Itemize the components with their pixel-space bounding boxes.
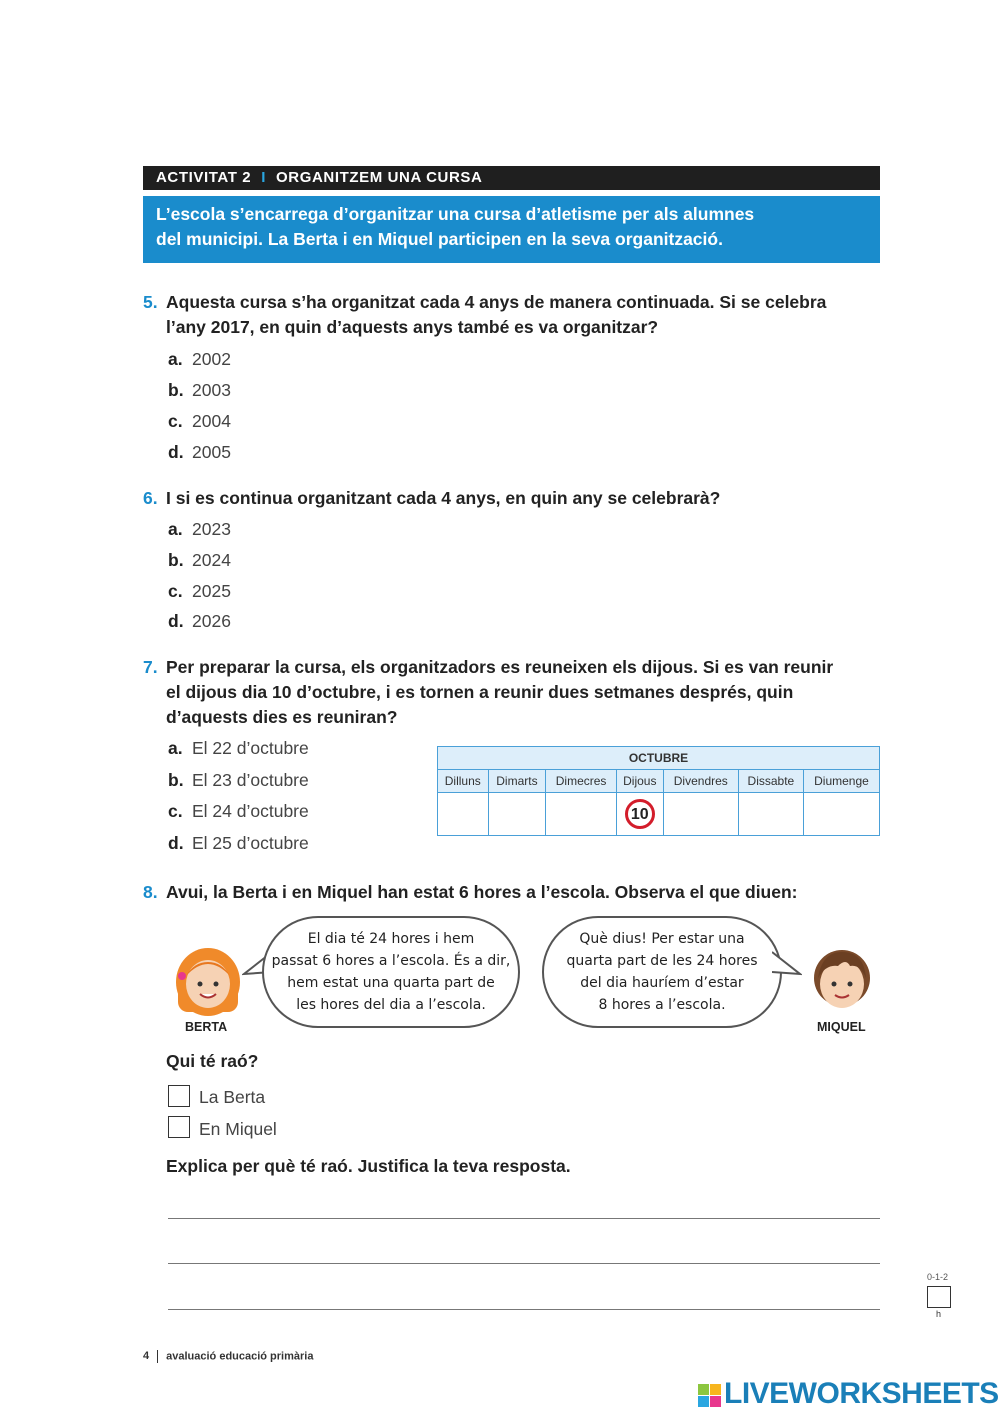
- miquel-bubble-tail: [772, 950, 802, 980]
- answer-line[interactable]: [168, 1263, 880, 1264]
- option-6a[interactable]: [168, 518, 231, 540]
- option-5b[interactable]: [168, 379, 231, 401]
- option-text: El 24 d’octubre: [192, 801, 309, 821]
- question-text: el dijous dia 10 d’octubre, i es tornen a reunir dues setmanes després, quin: [166, 682, 794, 702]
- option-text: 2005: [192, 442, 231, 462]
- option-text: 2003: [192, 380, 231, 400]
- activity-header: [143, 166, 880, 190]
- option-7a[interactable]: [168, 737, 309, 759]
- activity-intro: [143, 196, 880, 263]
- score-range: 0-1-2: [927, 1272, 949, 1282]
- choice-berta-label: La Berta: [199, 1087, 266, 1107]
- option-text: 2023: [192, 519, 231, 539]
- option-letter: c.: [168, 801, 183, 821]
- option-6b[interactable]: [168, 549, 231, 571]
- question-number: 8.: [143, 882, 158, 902]
- question-number: 6.: [143, 488, 158, 508]
- score-code: h: [936, 1309, 942, 1319]
- checkbox-miquel[interactable]: [168, 1116, 190, 1138]
- calendar-cell: [438, 793, 489, 836]
- october-calendar: [437, 746, 880, 836]
- option-7c[interactable]: [168, 800, 309, 822]
- option-7d[interactable]: [168, 832, 309, 854]
- option-text: 2026: [192, 611, 231, 631]
- calendar-cell: [488, 793, 546, 836]
- footer-divider: [157, 1350, 158, 1363]
- berta-speech-bubble: [262, 916, 520, 1028]
- question-text: d’aquests dies es reuniran?: [166, 707, 398, 727]
- speech-line: hem estat una quarta part de: [287, 975, 495, 991]
- option-letter: a.: [168, 738, 183, 758]
- option-letter: c.: [168, 581, 183, 601]
- intro-line: L’escola s’encarrega d’organitzar una cursa d’atletisme per als alumnes: [156, 204, 755, 224]
- miquel-avatar: [806, 944, 878, 1016]
- option-7b[interactable]: [168, 769, 309, 791]
- answer-line[interactable]: [168, 1218, 880, 1219]
- question-5: [143, 290, 883, 340]
- option-letter: b.: [168, 550, 184, 570]
- option-letter: b.: [168, 380, 184, 400]
- weekday-header: Diumenge: [803, 770, 879, 793]
- explain-prompt-text: Explica per què té raó. Justifica la teva resposta.: [166, 1156, 571, 1176]
- option-letter: c.: [168, 411, 183, 431]
- weekday-header: Dilluns: [438, 770, 489, 793]
- option-letter: d.: [168, 611, 184, 631]
- option-letter: b.: [168, 770, 184, 790]
- explain-prompt: [166, 1154, 866, 1179]
- miquel-name: MIQUEL: [817, 1020, 866, 1034]
- liveworksheets-logo-icon: [697, 1376, 723, 1412]
- question-text: Avui, la Berta i en Miquel han estat 6 hores a l’escola. Observa el que diuen:: [166, 882, 798, 902]
- question-8: [143, 880, 883, 905]
- option-text: El 22 d’octubre: [192, 738, 309, 758]
- speech-line: del dia hauríem d’estar: [580, 975, 744, 991]
- answer-line[interactable]: [168, 1309, 880, 1310]
- question-7: [143, 655, 883, 730]
- calendar-cell: [546, 793, 617, 836]
- berta-avatar: [172, 946, 244, 1018]
- option-letter: d.: [168, 833, 184, 853]
- calendar-cell: [803, 793, 879, 836]
- question-number: 5.: [143, 292, 158, 312]
- question-text: l’any 2017, en quin d’aquests anys també es va organitzar?: [166, 317, 659, 337]
- speech-line: 8 hores a l’escola.: [598, 997, 726, 1013]
- score-box[interactable]: [927, 1286, 951, 1308]
- page-footer: [143, 1350, 313, 1363]
- weekday-header: Dimecres: [546, 770, 617, 793]
- berta-name: BERTA: [185, 1020, 228, 1034]
- speech-line: quarta part de les 24 hores: [566, 953, 758, 969]
- calendar-cell: [738, 793, 803, 836]
- weekday-header: Divendres: [663, 770, 738, 793]
- question-text: Per preparar la cursa, els organitzadors es reuneixen els dijous. Si es van reunir: [166, 657, 834, 677]
- speech-line: les hores del dia a l’escola.: [296, 997, 486, 1013]
- speech-line: Què dius! Per estar una: [579, 931, 745, 947]
- activity-separator: I: [261, 169, 266, 186]
- who-question-text: Qui té raó?: [166, 1051, 259, 1071]
- option-text: 2025: [192, 581, 231, 601]
- page-number: 4: [143, 1350, 150, 1363]
- weekday-header: Dimarts: [488, 770, 546, 793]
- activity-title: ORGANITZEM UNA CURSA: [276, 169, 483, 186]
- weekday-header: Dissabte: [738, 770, 803, 793]
- question-number: 7.: [143, 657, 158, 677]
- speech-line: El dia té 24 hores i hem: [307, 931, 475, 947]
- option-5d[interactable]: [168, 441, 231, 463]
- option-letter: d.: [168, 442, 184, 462]
- footer-text: avaluació educació primària: [166, 1350, 314, 1363]
- calendar-cell-thursday: [616, 793, 663, 836]
- question-text: I si es continua organitzant cada 4 anys, en quin any se celebrarà?: [166, 488, 721, 508]
- option-text: El 25 d’octubre: [192, 833, 309, 853]
- option-text: El 23 d’octubre: [192, 770, 309, 790]
- question-text: Aquesta cursa s’ha organitzat cada 4 anys de manera continuada. Si se celebra: [166, 292, 827, 312]
- question-6: [143, 486, 883, 511]
- weekday-header: Dijous: [616, 770, 663, 793]
- intro-line: del municipi. La Berta i en Miquel participen en la seva organització.: [156, 229, 723, 249]
- liveworksheets-watermark: LIVEWORKSHEETS: [724, 1377, 999, 1410]
- speech-line: passat 6 hores a l’escola. És a dir,: [271, 953, 511, 969]
- option-text: 2004: [192, 411, 231, 431]
- option-text: 2002: [192, 349, 231, 369]
- calendar-cell: [663, 793, 738, 836]
- activity-label: ACTIVITAT 2: [156, 169, 252, 186]
- option-5a[interactable]: [168, 348, 231, 370]
- option-letter: a.: [168, 519, 183, 539]
- option-5c[interactable]: [168, 410, 231, 432]
- choice-miquel-label: En Miquel: [199, 1119, 277, 1139]
- option-text: 2024: [192, 550, 231, 570]
- calendar-month: OCTUBRE: [438, 747, 880, 770]
- option-6c[interactable]: [168, 580, 231, 602]
- option-6d[interactable]: [168, 610, 231, 632]
- marked-day-circle: 10: [625, 799, 655, 829]
- option-letter: a.: [168, 349, 183, 369]
- checkbox-berta[interactable]: [168, 1085, 190, 1107]
- miquel-speech-bubble: [542, 916, 782, 1028]
- who-question: [166, 1049, 566, 1074]
